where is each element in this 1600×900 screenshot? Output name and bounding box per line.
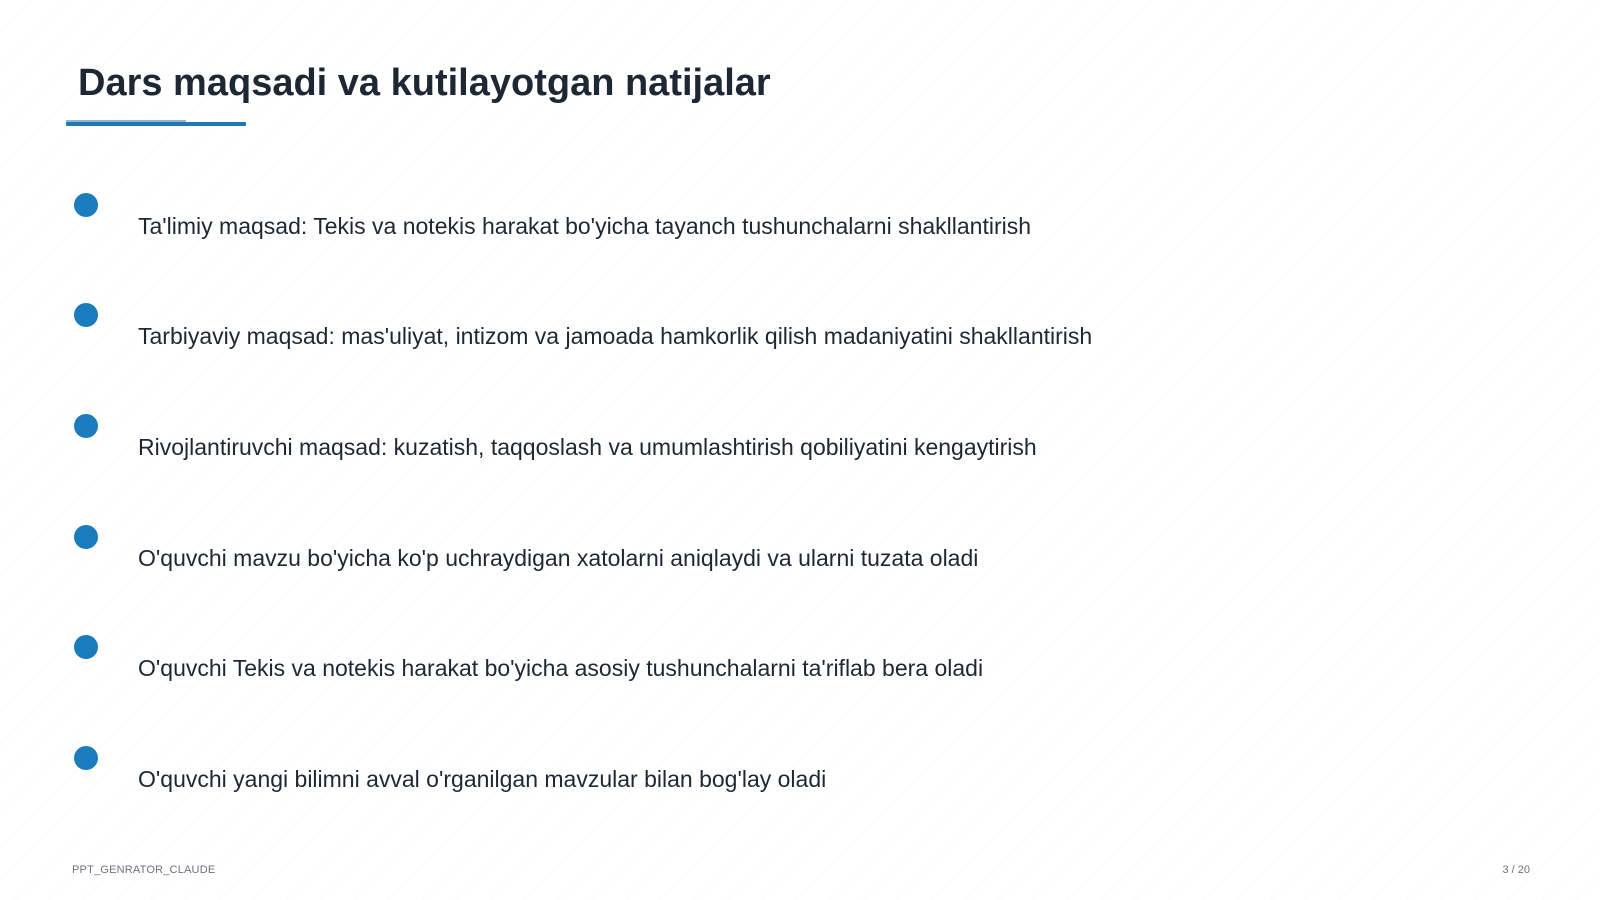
- bullet-dot-icon: [74, 303, 98, 327]
- bullet-text: Ta'limiy maqsad: Tekis va notekis harakat bo'yicha tayanch tushunchalarni shakllantirish: [138, 213, 1032, 239]
- bullet-item: [72, 746, 1532, 806]
- bullet-text: O'quvchi Tekis va notekis harakat bo'yicha asosiy tushunchalarni ta'riflab bera oladi: [138, 655, 984, 681]
- bullet-item: [72, 414, 1532, 474]
- bullet-dot-icon: [74, 635, 98, 659]
- bullet-text: O'quvchi mavzu bo'yicha ko'p uchraydigan xatolarni aniqlaydi va ularni tuzata oladi: [138, 545, 979, 571]
- bullet-item: [72, 635, 1532, 695]
- bullet-dot-icon: [74, 746, 98, 770]
- slide-title: Dars maqsadi va kutilayotgan natijalar: [78, 62, 771, 104]
- bullet-item: [72, 193, 1532, 253]
- footer-label: PPT_GENRATOR_CLAUDE: [72, 864, 216, 876]
- bullet-dot-icon: [74, 193, 98, 217]
- bullet-item: [72, 525, 1532, 585]
- bullet-text: O'quvchi yangi bilimni avval o'rganilgan mavzular bilan bog'lay oladi: [138, 766, 827, 792]
- bullet-item: [72, 303, 1532, 363]
- bullet-text: Rivojlantiruvchi maqsad: kuzatish, taqqoslash va umumlashtirish qobiliyatini kengaytirish: [138, 434, 1037, 460]
- bullet-text: Tarbiyaviy maqsad: mas'uliyat, intizom va jamoada hamkorlik qilish madaniyatini shakllantirish: [138, 323, 1093, 349]
- page-number: 3 / 20: [1502, 864, 1530, 876]
- bullet-dot-icon: [74, 414, 98, 438]
- bullet-dot-icon: [74, 525, 98, 549]
